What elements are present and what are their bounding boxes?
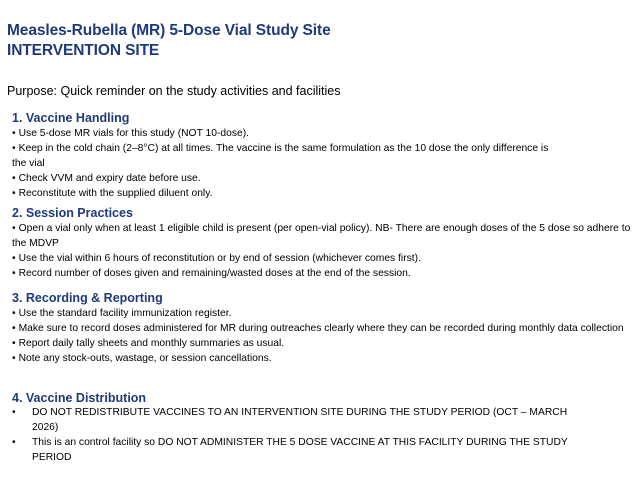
section-heading: 1. Vaccine Handling [12, 111, 130, 125]
list-item [12, 141, 557, 171]
list-item [12, 251, 632, 266]
list-item [12, 406, 632, 435]
bullet-icon: • [12, 223, 16, 234]
list-item-text: Use the standard facility immunization register. [18, 308, 232, 319]
title-line-1: Measles-Rubella (MR) 5-Dose Vial Study Site [7, 22, 331, 39]
bullet-icon: • [12, 338, 16, 349]
list-item [12, 171, 557, 186]
bullet-icon: • [12, 253, 16, 264]
list-item-text: Reconstitute with the supplied diluent only. [18, 188, 213, 199]
bullet-icon: • [12, 308, 16, 319]
list-item [12, 306, 632, 321]
list-item [12, 266, 632, 281]
section-vaccine-distribution [12, 390, 632, 466]
bullet-icon: • [12, 323, 16, 334]
list-item-text: Make sure to record doses administered for MR during outreaches clearly where they can be recorded during monthly data collection [18, 323, 624, 334]
list-item-text: Use 5-dose MR vials for this study (NOT 10-dose). [18, 128, 250, 139]
bullet-list [12, 221, 632, 281]
list-item [12, 336, 632, 351]
bullet-icon: • [12, 353, 16, 364]
list-item [12, 221, 632, 251]
list-item-text: Keep in the cold chain (2–8°C) at all times. The vaccine is the same formulation as the 10 dose the only difference is the vial [12, 143, 549, 169]
list-item-text: Use the vial within 6 hours of reconstitution or by end of session (whichever comes first). [18, 253, 421, 264]
section-session-practices [12, 205, 632, 281]
list-item-text: Report daily tally sheets and monthly summaries as usual. [18, 338, 285, 349]
bullet-icon: • [12, 268, 16, 279]
list-item-text: This is an control facility so DO NOT ADMINISTER THE 5 DOSE VACCINE AT THIS FACILITY DURING THE STUDY PERIOD [32, 437, 568, 463]
section-heading: 2. Session Practices [12, 206, 133, 220]
list-item [12, 321, 632, 336]
list-item-text: Record number of doses given and remaining/wasted doses at the end of the session. [18, 268, 411, 279]
section-heading: 4. Vaccine Distribution [12, 391, 147, 405]
bullet-list [12, 126, 632, 201]
list-item-text: DO NOT REDISTRIBUTE VACCINES TO AN INTERVENTION SITE DURING THE STUDY PERIOD (OCT – MARCH 2026) [32, 407, 568, 433]
document-title [7, 21, 331, 61]
purpose-text: Purpose: Quick reminder on the study activities and facilities [7, 84, 341, 98]
section-vaccine-handling [12, 110, 632, 201]
list-item [12, 126, 557, 141]
list-item-text: Note any stock-outs, wastage, or session cancellations. [18, 353, 272, 364]
section-heading: 3. Recording & Reporting [12, 291, 163, 305]
bullet-list [12, 406, 632, 465]
list-item [12, 351, 632, 366]
bullet-icon: • [12, 128, 16, 139]
bullet-icon: • [12, 143, 16, 154]
list-item [12, 186, 557, 201]
bullet-icon: • [12, 188, 16, 199]
list-item-text: Check VVM and expiry date before use. [18, 173, 201, 184]
list-item-text: Open a vial only when at least 1 eligible child is present (per open-vial policy). NB- There are enough doses of the 5 dose so adhere to the MDVP [12, 223, 631, 249]
bullet-list [12, 306, 632, 366]
section-recording-reporting [12, 290, 632, 366]
title-line-2: INTERVENTION SITE [7, 42, 160, 59]
bullet-icon: • [12, 173, 16, 184]
bullet-icon: • [12, 407, 16, 418]
list-item [12, 436, 632, 465]
bullet-icon: • [12, 437, 16, 448]
